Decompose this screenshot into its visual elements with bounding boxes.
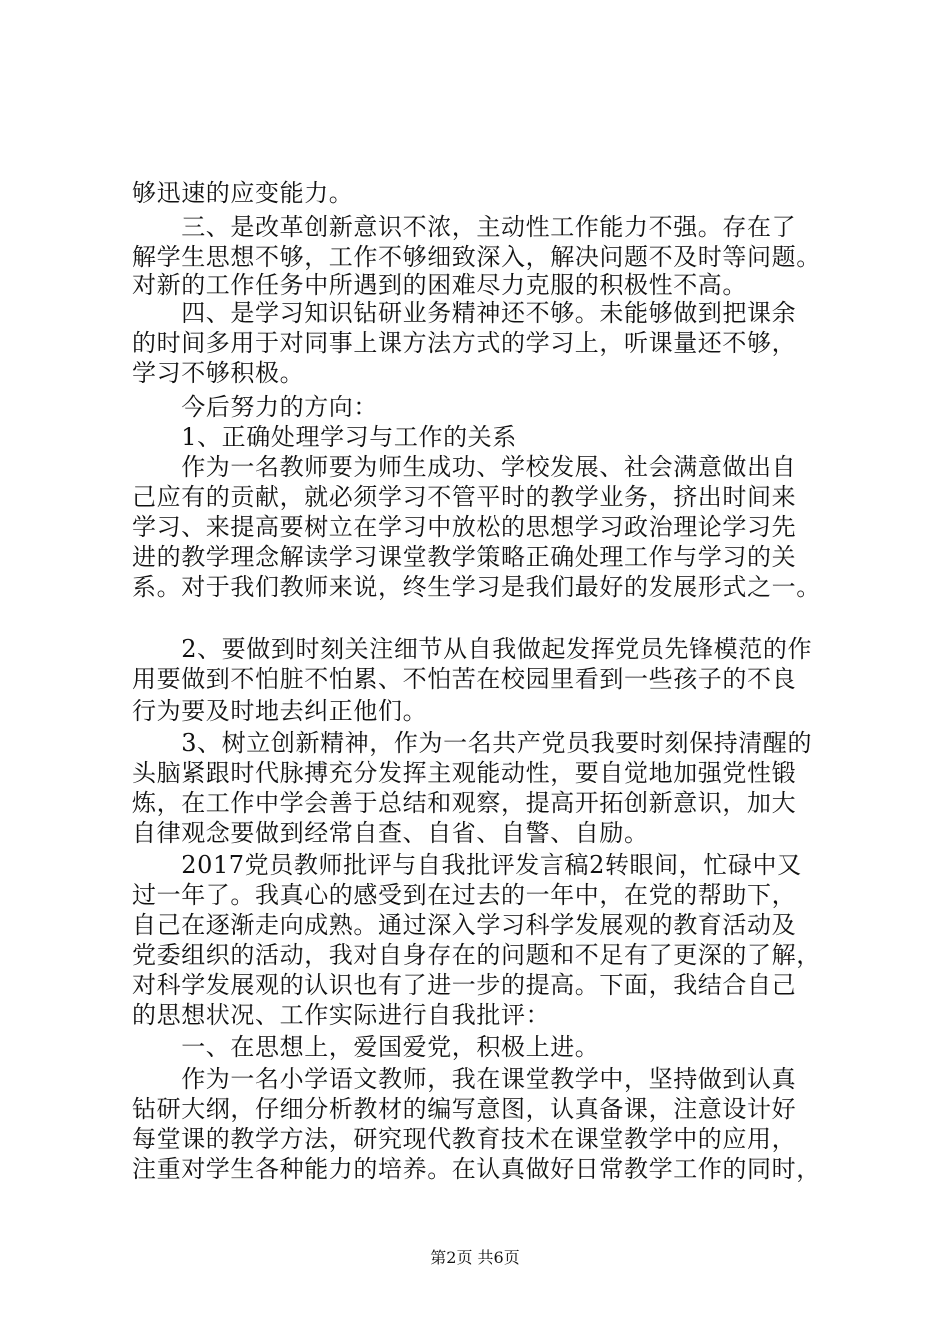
paragraph-line: 2、要做到时刻关注细节从自我做起发挥党员先锋模范的作 bbox=[132, 635, 813, 663]
paragraph-line: 够迅速的应变能力。 bbox=[132, 179, 354, 207]
paragraph-line: 自律观念要做到经常自查、自省、自警、自励。 bbox=[132, 819, 649, 847]
paragraph-line: 解学生思想不够，工作不够细致深入，解决问题不及时等问题。 bbox=[132, 243, 821, 271]
paragraph-line: 进的教学理念解读学习课堂教学策略正确处理工作与学习的关 bbox=[132, 543, 797, 571]
paragraph-line: 注重对学生各种能力的培养。在认真做好日常教学工作的同时， bbox=[132, 1155, 821, 1183]
paragraph-line: 学习、来提高要树立在学习中放松的思想学习政治理论学习先 bbox=[132, 513, 797, 541]
paragraph-line: 对科学发展观的认识也有了进一步的提高。下面，我结合自己 bbox=[132, 971, 797, 999]
paragraph-line: 三、是改革创新意识不浓，主动性工作能力不强。存在了 bbox=[132, 213, 797, 241]
paragraph-line: 己应有的贡献，就必须学习不管平时的教学业务，挤出时间来 bbox=[132, 483, 797, 511]
paragraph-line: 一、在思想上，爱国爱党，积极上进。 bbox=[132, 1033, 600, 1061]
paragraph-line: 炼，在工作中学会善于总结和观察，提高开拓创新意识，加大 bbox=[132, 789, 797, 817]
paragraph-line: 的时间多用于对同事上课方法方式的学习上，听课量还不够， bbox=[132, 329, 797, 357]
paragraph-line: 学习不够积极。 bbox=[132, 359, 305, 387]
paragraph-line: 四、是学习知识钻研业务精神还不够。未能够做到把课余 bbox=[132, 299, 797, 327]
paragraph-line: 对新的工作任务中所遇到的困难尽力克服的积极性不高。 bbox=[132, 271, 747, 299]
paragraph-line: 每堂课的教学方法，研究现代教育技术在课堂教学中的应用， bbox=[132, 1125, 797, 1153]
paragraph-line: 2017党员教师批评与自我批评发言稿2转眼间，忙碌中又 bbox=[132, 851, 802, 879]
paragraph-line: 行为要及时地去纠正他们。 bbox=[132, 697, 428, 725]
paragraph-line: 作为一名小学语文教师，我在课堂教学中，坚持做到认真 bbox=[132, 1065, 797, 1093]
paragraph-line: 用要做到不怕脏不怕累、不怕苦在校园里看到一些孩子的不良 bbox=[132, 665, 797, 693]
paragraph-line: 作为一名教师要为师生成功、学校发展、社会满意做出自 bbox=[132, 453, 797, 481]
paragraph-line: 3、树立创新精神，作为一名共产党员我要时刻保持清醒的 bbox=[132, 729, 813, 757]
paragraph-line: 头脑紧跟时代脉搏充分发挥主观能动性，要自觉地加强党性锻 bbox=[132, 759, 797, 787]
paragraph-line: 过一年了。我真心的感受到在过去的一年中，在党的帮助下， bbox=[132, 881, 797, 909]
paragraph-line: 1、正确处理学习与工作的关系 bbox=[132, 423, 517, 451]
paragraph-line: 党委组织的活动，我对自身存在的问题和不足有了更深的了解， bbox=[132, 941, 821, 969]
paragraph-line: 今后努力的方向： bbox=[132, 393, 378, 421]
paragraph-line: 钻研大纲，仔细分析教材的编写意图，认真备课，注意设计好 bbox=[132, 1095, 797, 1123]
paragraph-line: 的思想状况、工作实际进行自我批评： bbox=[132, 1001, 551, 1029]
page-number-footer: 第2页 共6页 bbox=[430, 1248, 520, 1267]
paragraph-line: 自己在逐渐走向成熟。通过深入学习科学发展观的教育活动及 bbox=[132, 911, 797, 939]
paragraph-line: 系。对于我们教师来说，终生学习是我们最好的发展形式之一。 bbox=[132, 573, 821, 601]
